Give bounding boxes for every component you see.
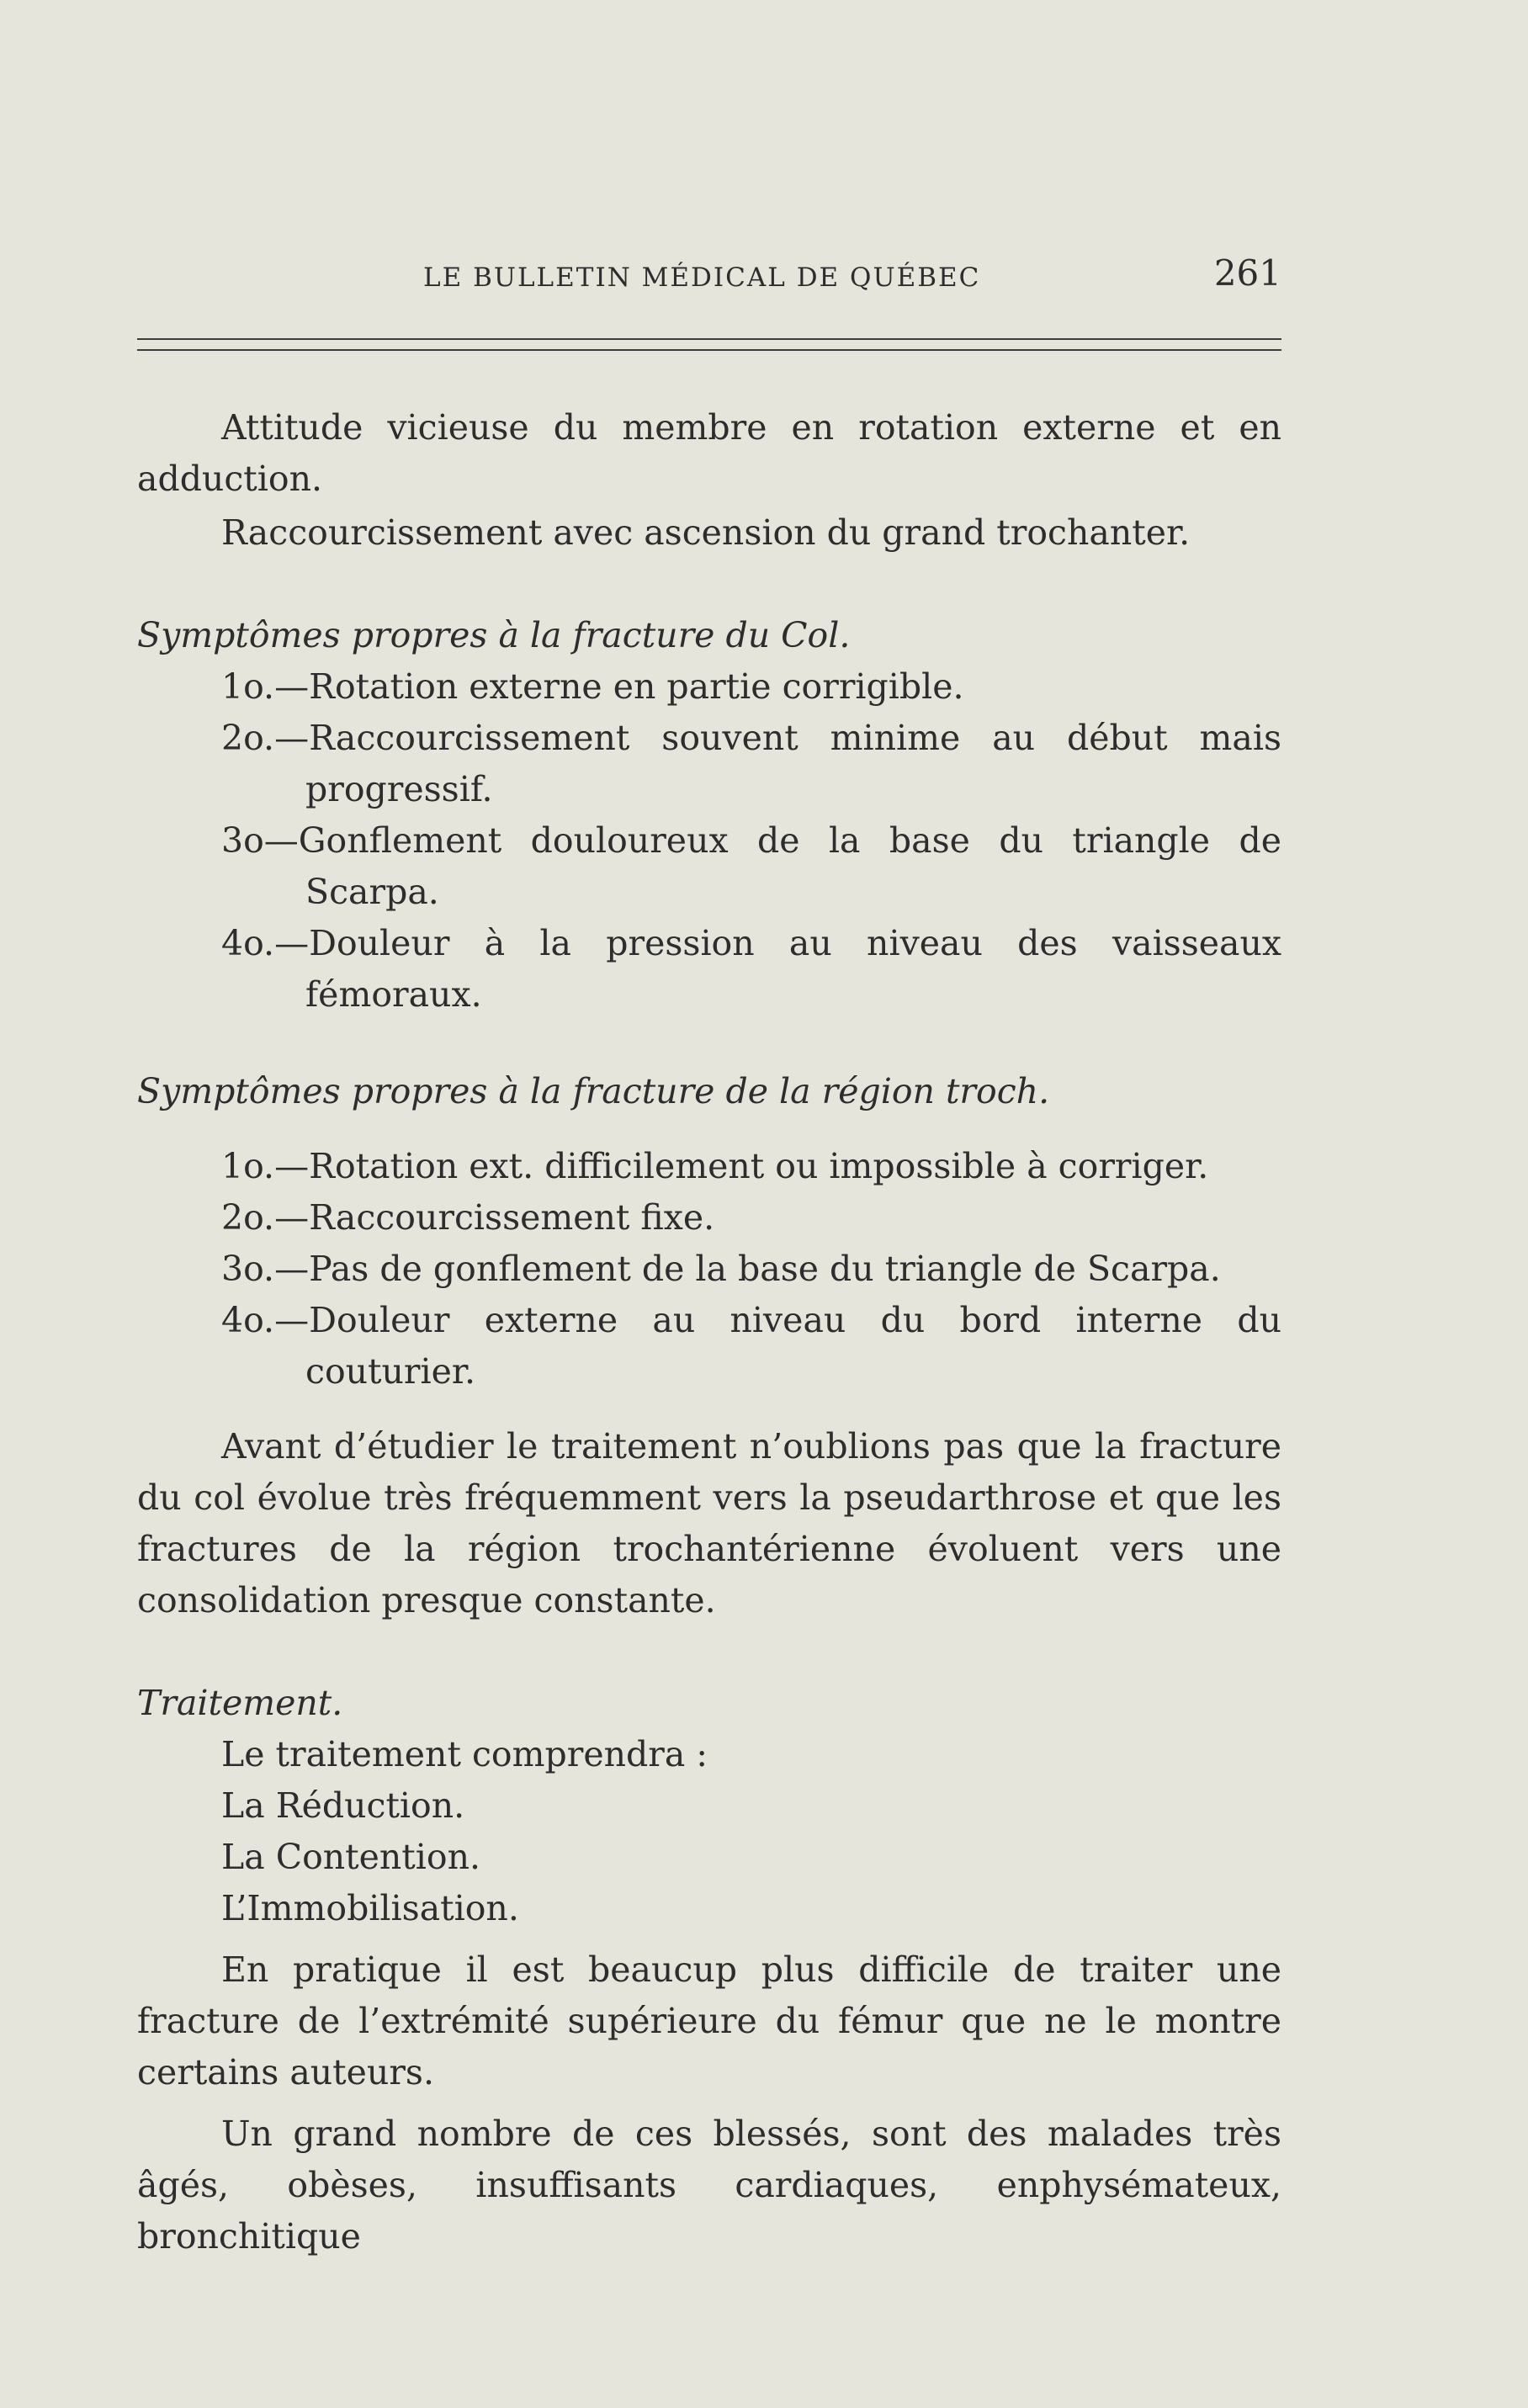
- traitement-line: La Contention.: [221, 1837, 481, 1877]
- page-number: 261: [1213, 252, 1281, 294]
- list-item: 3o.—Pas de gonflement de la base du triangle de Scarpa.: [221, 1249, 1221, 1289]
- traitement-line: Le traitement comprendra :: [221, 1734, 708, 1774]
- running-title: LE BULLETIN MÉDICAL DE QUÉBEC: [423, 263, 981, 293]
- header-rule-top: [137, 338, 1281, 340]
- list-item: 1o.—Rotation ext. difficilement ou impossible à corriger.: [221, 1146, 1209, 1186]
- list-item: 2o.—Raccourcissement souvent minime au début mais progressif.: [221, 718, 1281, 809]
- list-item: 3o—Gonflement douloureux de la base du triangle de Scarpa.: [221, 820, 1281, 912]
- header-rule-bottom: [137, 349, 1281, 351]
- paragraph-blesses: Un grand nombre de ces blessés, sont des malades très âgés, obèses, insuffisants cardiaques, enphysémateux, bronchitique: [137, 2114, 1281, 2257]
- traitement-line: La Réduction.: [221, 1785, 465, 1826]
- page-body: [137, 402, 1281, 2262]
- page-header: [137, 252, 1281, 303]
- list-item: 4o.—Douleur à la pression au niveau des vaisseaux fémoraux.: [221, 923, 1281, 1015]
- section-heading-troch: Symptômes propres à la fracture de la région troch.: [137, 1071, 1050, 1111]
- traitement-line: L’Immobilisation.: [221, 1888, 519, 1928]
- paragraph-raccourcissement: Raccourcissement avec ascension du grand trochanter.: [221, 512, 1191, 553]
- paragraph-attitude: Attitude vicieuse du membre en rotation externe et en adduction.: [137, 407, 1281, 499]
- list-item: 2o.—Raccourcissement fixe.: [221, 1197, 715, 1238]
- list-item: 1o.—Rotation externe en partie corrigible.: [221, 666, 964, 707]
- list-item: 4o.—Douleur externe au niveau du bord interne du couturier.: [221, 1300, 1281, 1392]
- section-heading-traitement: Traitement.: [137, 1683, 343, 1723]
- paragraph-avant: Avant d’étudier le traitement n’oublions pas que la fracture du col évolue très fréquemment vers la pseudarthrose et que les fractures de la région trochantérienne évoluent vers une consolidation presque constante.: [137, 1426, 1281, 1620]
- paragraph-pratique: En pratique il est beaucup plus difficile de traiter une fracture de l’extrémité supérieure du fémur que ne le montre certains auteurs.: [137, 1949, 1281, 2092]
- section-heading-col: Symptômes propres à la fracture du Col.: [137, 615, 851, 655]
